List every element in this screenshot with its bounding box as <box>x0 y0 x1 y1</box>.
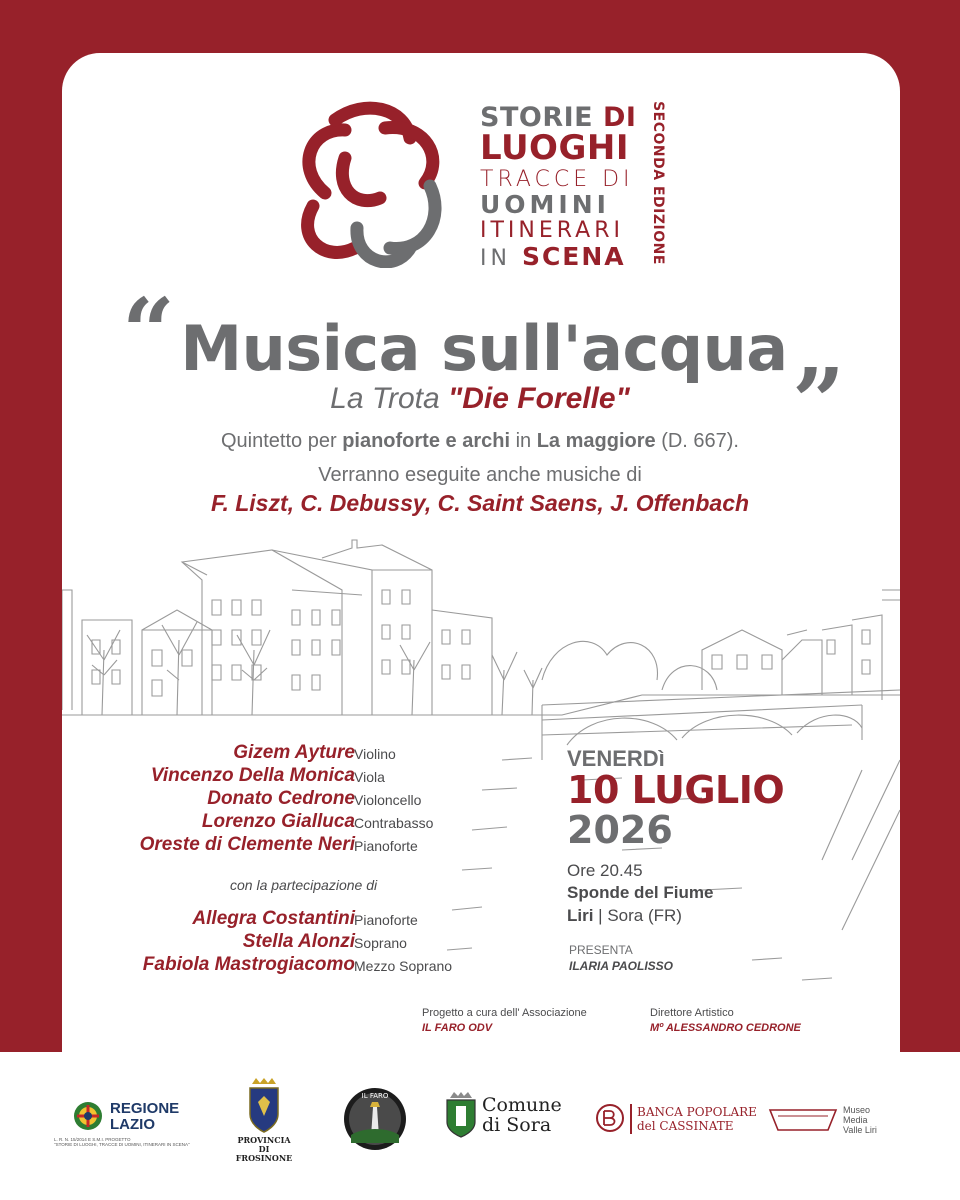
banca-popolare-name: BANCA POPOLARE del CASSINATE <box>637 1105 757 1133</box>
also-performed-label: Verranno eseguite anche musiche di <box>318 464 642 486</box>
performer-row <box>70 788 490 812</box>
comune-di-sora-name: Comune di Sora <box>482 1094 562 1136</box>
guest-role: Pianoforte <box>354 912 418 928</box>
provincia-frosinone-crest-icon <box>246 1078 282 1134</box>
event-time: Ore 20.45 <box>567 861 643 880</box>
il-faro-logo-icon <box>343 1087 407 1151</box>
regione-lazio-emblem-icon <box>72 1100 104 1132</box>
banca-divider <box>630 1104 632 1134</box>
event-place-line2: Liri | Sora (FR) <box>567 906 682 925</box>
edition-label: SECONDA EDIZIONE <box>650 101 666 265</box>
performer-row <box>70 834 490 858</box>
logo-line-6: IN SCENA <box>480 242 626 271</box>
event-title: Musica sull'acqua <box>180 312 788 385</box>
performer-row <box>70 742 490 766</box>
logo-line-1: STORIE DI <box>480 102 637 133</box>
performer-name: Vincenzo Della Monica <box>150 765 355 786</box>
performer-role: Violino <box>354 746 396 762</box>
director-label: Direttore Artistico <box>650 1007 734 1019</box>
performer-name: Lorenzo Gialluca <box>201 811 355 832</box>
event-year: 2026 <box>567 808 673 852</box>
event-day: VENERDì <box>567 746 665 771</box>
guest-name: Stella Alonzi <box>242 931 355 952</box>
guest-row <box>70 908 490 932</box>
guest-name: Fabiola Mastrogiacomo <box>142 954 355 975</box>
guest-row <box>70 931 490 955</box>
presenter-name: ILARIA PAOLISSO <box>569 959 674 973</box>
comune-di-sora-crest-icon <box>444 1092 478 1138</box>
guest-name: Allegra Costantini <box>192 908 355 929</box>
event-subtitle: La Trota "Die Forelle" <box>330 382 630 415</box>
guest-role: Mezzo Soprano <box>354 958 453 974</box>
guest-role: Soprano <box>354 935 407 951</box>
event-place-line1: Sponde del Fiume <box>567 883 714 902</box>
presenter-label: PRESENTA <box>569 943 633 957</box>
storie-di-luoghi-logo-mark <box>285 98 455 268</box>
performer-name: Gizem Ayture <box>233 742 355 763</box>
composers-list: F. Liszt, C. Debussy, C. Saint Saens, J. Offenbach <box>210 490 750 516</box>
il-faro-logo-label: IL FARO <box>361 1092 389 1100</box>
museo-media-valle-liri-name: Museo Media Valle Liri <box>843 1105 877 1135</box>
close-quote: ” <box>792 348 845 456</box>
logo-line-2: LUOGHI <box>480 128 629 168</box>
project-label: Progetto a cura dell' Associazione <box>422 1007 587 1019</box>
logo-line-3: TRACCE DI <box>480 167 634 192</box>
program-description: Quintetto per pianoforte e archi in La maggiore (D. 667). <box>221 430 739 452</box>
event-date: 10 LUGLIO <box>567 768 785 812</box>
performer-name: Donato Cedrone <box>207 788 355 809</box>
director-value: Mº ALESSANDRO CEDRONE <box>650 1022 801 1034</box>
performer-role: Pianoforte <box>354 838 418 854</box>
project-value: IL FARO ODV <box>422 1022 493 1034</box>
performer-row <box>70 765 490 789</box>
storie-di-luoghi-logo-text <box>480 104 648 270</box>
guest-row <box>70 954 490 978</box>
performer-role: Viola <box>354 769 385 785</box>
performer-role: Violoncello <box>354 792 422 808</box>
participation-label: con la partecipazione di <box>230 877 378 893</box>
logo-line-4: UOMINI <box>480 190 610 219</box>
logo-line-5: ITINERARI <box>480 218 624 243</box>
museo-media-valle-liri-logo-icon <box>768 1106 838 1134</box>
open-quote: “ <box>122 278 175 386</box>
performer-role: Contrabasso <box>354 815 434 831</box>
banca-popolare-logo-icon <box>595 1103 625 1133</box>
regione-lazio-name: REGIONE LAZIO <box>110 1100 180 1133</box>
provincia-frosinone-name: PROVINCIA DI FROSINONE <box>235 1135 293 1163</box>
performer-name: Oreste di Clemente Neri <box>139 834 355 855</box>
regione-lazio-note: L. R. N. 15/2014 E S.M.I. PROGETTO "STORIE DI LUOGHI, TRACCE DI UOMINI, ITINERARI IN SCENA" <box>54 1137 190 1148</box>
performer-row <box>70 811 490 835</box>
